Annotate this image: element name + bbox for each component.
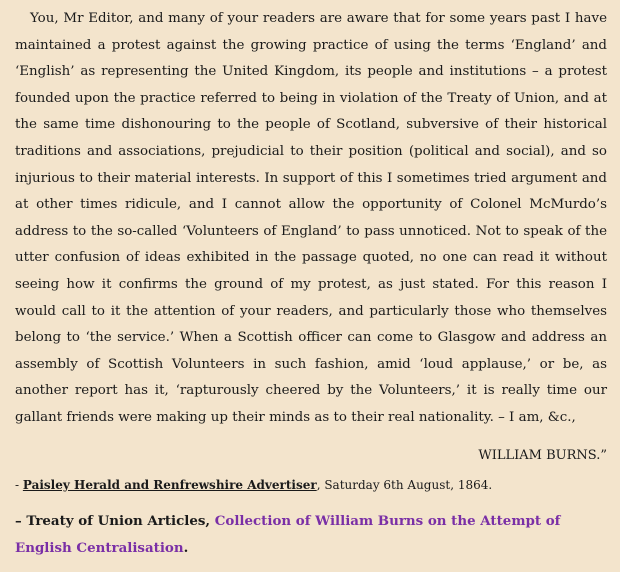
letter-signature: WILLIAM BURNS.”: [478, 447, 607, 463]
letter-body: You, Mr Editor, and many of your readers are aware that for some years past I have maintained a protest against the growing practice of using the terms ‘England’ and ‘English’ as representing the United Kingdom, its people and institutions – a protest founded upon the practice referred to being in violation of the Treaty of Union, and at the same time dishonouring to the people of Scotland, subversive of their historical traditions and associations, prejudicial to their position (political and social), and so injurious to their material interests. In support of this I sometimes tried argument and at other times ridicule, and I cannot allow the opportunity of Colonel McMurdo’s address to the so-called ‘Volunteers of England’ to pass unnoticed. Not to speak of the utter confusion of ideas exhibited in the passage quoted, no one can read it without seeing how it confirms the ground of my protest, as just stated. For this reason I would call to it the attention of your readers, and particularly those who themselves belong to ‘the service.’ When a Scottish officer can come to Glasgow and address an assembly of Scottish Volunteers in such fashion, amid ‘loud applause,’ or be, as another report has it, ‘rapturously cheered by the Volunteers,’ it is really time our gallant friends were making up their minds as to their real nationality. – I am, &c.,: [15, 11, 607, 425]
footer-period: .: [183, 539, 189, 556]
collection-link[interactable]: Collection of William Burns on the Attempt of English Centralisation: [15, 512, 561, 556]
source-citation: [15, 476, 607, 494]
footer-citation: [15, 508, 607, 562]
footer-label: – Treaty of Union Articles,: [15, 512, 215, 529]
source-date: , Saturday 6th August, 1864.: [316, 477, 493, 492]
newspaper-name: Paisley Herald and Renfrewshire Advertiser: [22, 477, 317, 492]
source-dash: -: [15, 477, 23, 492]
